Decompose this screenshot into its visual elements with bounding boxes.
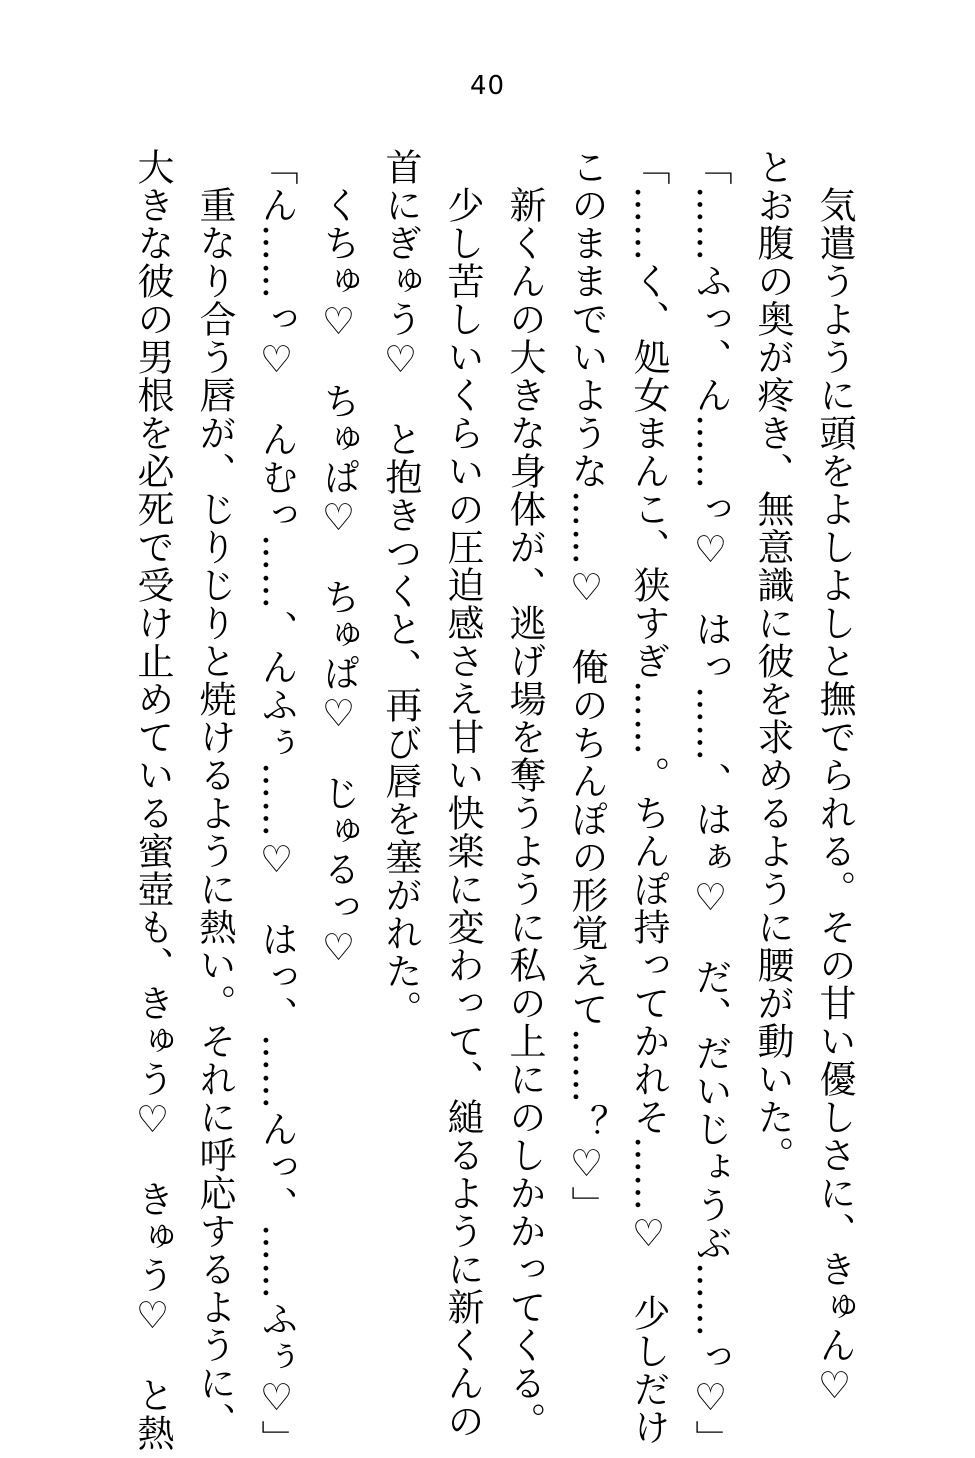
text-line: 気遣うように頭をよしよしと撫でられる。その甘い優しさに、きゅん♡ [813, 148, 856, 1408]
body-text [121, 148, 865, 1458]
text-line: 「……ふっ、ん……っ♡ はっ……、はぁ♡ だ、だいじょうぶ……っ♡」 [689, 148, 732, 1458]
text-line: 「ん……っ♡ んむっ……、んふぅ……♡ はっ、……んっ、……ふぅ♡」 [255, 148, 298, 1458]
text-line: 新くんの大きな身体が、逃げ場を奪うように私の上にのしかかってくる。 [503, 148, 546, 1440]
text-line: 重なり合う唇が、じりじりと焼けるように熱い。それに呼応するように、 [193, 148, 236, 1440]
text-line: 大きな彼の男根を必死で受け止めている蜜壺も、きゅう♡ きゅう♡ と熱 [131, 148, 174, 1452]
text-line: 「……く、処女まんこ、狭すぎ……。ちんぽ持ってかれそ……♡ 少しだけ [627, 148, 670, 1446]
text-line: このままでいような……♡ 俺のちんぽの形覚えて……？♡」 [565, 148, 608, 1224]
text-line: とお腹の奥が疼き、無意識に彼を求めるように腰が動いた。 [751, 148, 794, 1174]
text-line: 首にぎゅう♡ と抱きつくと、再び唇を塞がれた。 [379, 148, 422, 1028]
text-line: くちゅ♡ ちゅぱ♡ ちゅぱ♡ じゅるっ♡ [317, 148, 360, 970]
page-number: 40 [469, 71, 506, 101]
text-line: 少し苦しいくらいの圧迫感さえ甘い快楽に変わって、縋るように新くんの [441, 148, 484, 1440]
